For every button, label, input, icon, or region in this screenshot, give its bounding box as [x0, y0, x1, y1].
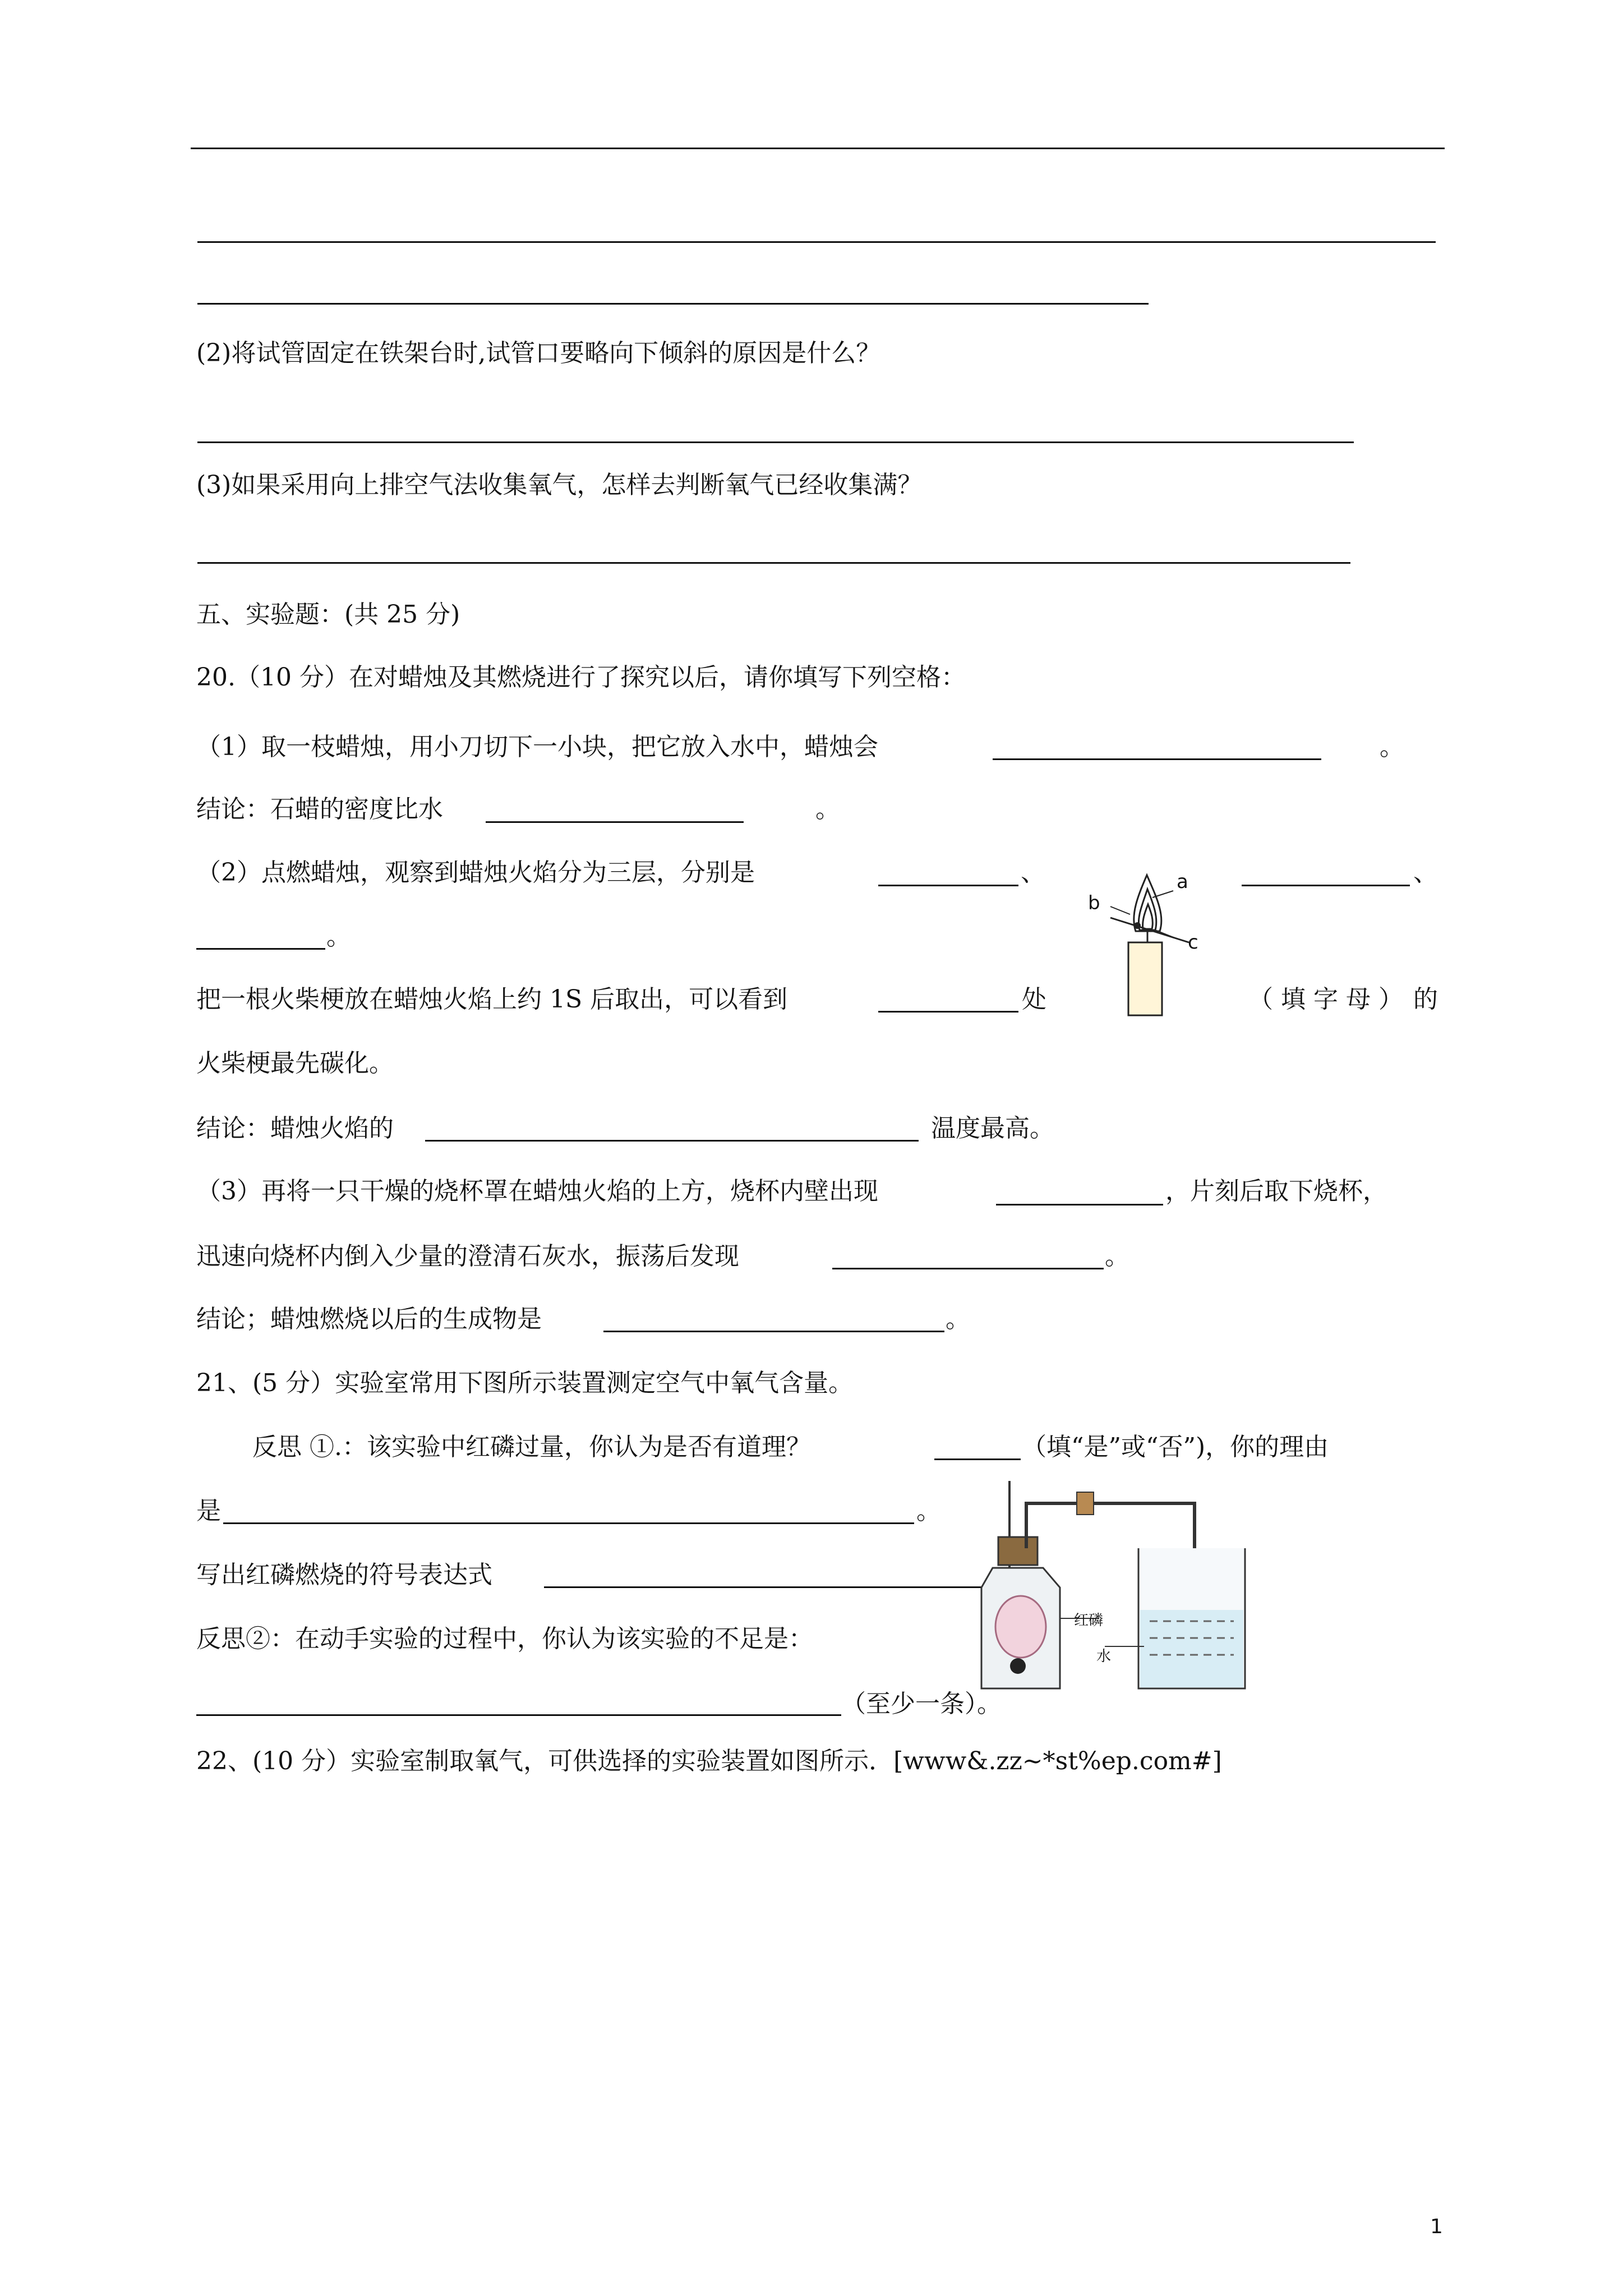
blank-field[interactable] [196, 1714, 841, 1716]
oxygen-apparatus-figure [976, 1481, 1380, 1694]
label-a: a [1177, 871, 1188, 893]
q20-part2b: 把一根火柴梗放在蜡烛火焰上约 1S 后取出，可以看到 [196, 985, 788, 1014]
q20-part3c: 迅速向烧杯内倒入少量的澄清石灰水，振荡后发现 [196, 1242, 739, 1271]
punctuation: 。 [916, 1497, 941, 1525]
blank-field[interactable] [196, 948, 325, 950]
punctuation: 。 [815, 795, 840, 823]
answer-line [197, 562, 1350, 564]
q20-conclusion2-end: 温度最高。 [931, 1114, 1054, 1143]
blank-field[interactable] [878, 885, 1018, 886]
answer-line [197, 441, 1354, 443]
label-b: b [1088, 892, 1100, 914]
punctuation: 。 [1105, 1242, 1129, 1271]
punctuation: 。 [326, 922, 351, 951]
q21-reflection1-cont: （填“是”或“否”)，你的理由 [1022, 1433, 1329, 1461]
q21-reflection1: 反思 ①.：该实验中红磷过量，你认为是否有道理？ [252, 1433, 811, 1461]
punctuation: 、 [1021, 858, 1045, 887]
label-water: 水 [1096, 1648, 1112, 1665]
q20-part3b: ，片刻后取下烧杯， [1165, 1177, 1387, 1205]
blank-field[interactable] [486, 821, 744, 823]
punctuation: 。 [946, 1305, 970, 1333]
q21-equation: 写出红磷燃烧的符号表达式 [196, 1561, 492, 1589]
chu-text: 处 [1022, 985, 1046, 1014]
blank-field[interactable] [832, 1268, 1104, 1269]
q20-part3a: （3）再将一只干燥的烧杯罩在蜡烛火焰的上方，烧杯内壁出现 [196, 1177, 878, 1205]
de-text: 的 [1413, 985, 1438, 1014]
blank-field[interactable] [603, 1331, 944, 1332]
q19-item3: (3)如果采用向上排空气法收集氧气，怎样去判断氧气已经收集满？ [196, 471, 923, 499]
fill-letter-hint: （填字母） [1248, 985, 1411, 1014]
label-red-phosphorus: 红磷 [1074, 1612, 1104, 1629]
blank-field[interactable] [1242, 885, 1410, 886]
punctuation: 。 [1380, 733, 1404, 761]
blank-field[interactable] [993, 758, 1321, 760]
q19-item2: (2)将试管固定在铁架台时,试管口要略向下倾斜的原因是什么？ [196, 339, 881, 367]
q21-reflection1-shi: 是 [196, 1497, 221, 1525]
q20-conclusion1: 结论：石蜡的密度比水 [196, 795, 443, 823]
q20-part2c: 火柴梗最先碳化。 [196, 1049, 394, 1078]
blank-field[interactable] [996, 1204, 1163, 1205]
q21-reflection2-end: （至少一条）。 [841, 1690, 1002, 1718]
blank-field[interactable] [425, 1140, 919, 1142]
answer-line [197, 241, 1436, 243]
top-rule [191, 148, 1445, 149]
blank-field[interactable] [544, 1586, 981, 1588]
blank-field[interactable] [878, 1011, 1018, 1013]
label-c: c [1188, 931, 1198, 954]
blank-field[interactable] [934, 1458, 1021, 1460]
q20-part1: （1）取一枝蜡烛，用小刀切下一小块，把它放入水中，蜡烛会 [196, 733, 878, 761]
q21-intro: 21、(5 分）实验室常用下图所示装置测定空气中氧气含量。 [196, 1369, 854, 1397]
q22-intro: 22、(10 分）实验室制取氧气，可供选择的实验装置如图所示．[www&.zz~*st%ep.com#] [196, 1747, 1222, 1775]
q21-reflection2: 反思②：在动手实验的过程中，你认为该实验的不足是： [196, 1625, 813, 1653]
q20-part2: （2）点燃蜡烛，观察到蜡烛火焰分为三层，分别是 [196, 858, 755, 887]
blank-field[interactable] [223, 1522, 914, 1524]
q20-conclusion3: 结论；蜡烛燃烧以后的生成物是 [196, 1305, 542, 1333]
candle-flame-figure [1077, 864, 1223, 1021]
answer-line [197, 303, 1149, 305]
q20-intro: 20.（10 分）在对蜡烛及其燃烧进行了探究以后，请你填写下列空格： [196, 663, 966, 692]
q20-conclusion2: 结论：蜡烛火焰的 [196, 1114, 394, 1143]
punctuation: 、 [1413, 858, 1438, 887]
page-number: 1 [1430, 2215, 1443, 2238]
section-heading: 五、实验题：(共 25 分) [196, 600, 460, 629]
